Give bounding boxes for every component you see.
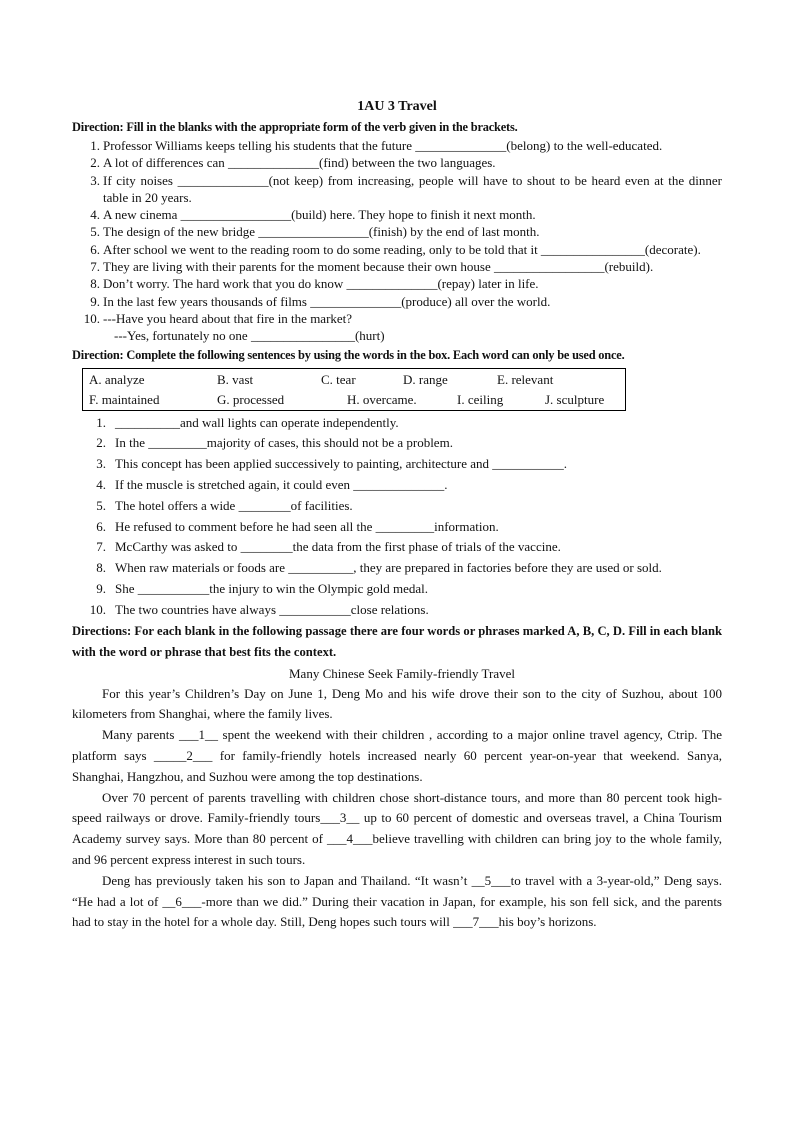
list-item xyxy=(72,600,722,621)
word-box-row xyxy=(89,370,625,390)
section2-direction: Direction: Complete the following sentences by using the words in the box. Each word can only be used once. xyxy=(72,347,625,362)
list-item xyxy=(72,537,722,558)
item-text: When raw materials or foods are __________, they are prepared in factories before they are used or sold. xyxy=(115,560,662,576)
list-item xyxy=(72,293,722,310)
list-item xyxy=(72,454,722,475)
item-number: 8. xyxy=(96,560,106,576)
item-text: After school we went to the reading room to do some reading, only to be told that it ________________(decorate). xyxy=(103,241,701,257)
list-item xyxy=(72,327,722,344)
list-item xyxy=(72,258,722,275)
item-text: The hotel offers a wide ________of facilities. xyxy=(115,497,353,513)
worksheet-title: 1AU 3 Travel xyxy=(357,99,437,114)
word-option: D. range xyxy=(403,371,448,387)
item-number: 4. xyxy=(96,476,106,492)
list-item xyxy=(72,413,722,434)
section2-items xyxy=(72,413,722,621)
word-option: C. tear xyxy=(321,371,356,387)
word-option: F. maintained xyxy=(89,391,160,407)
item-text: In the last few years thousands of films ______________(produce) all over the world. xyxy=(103,293,551,309)
item-text: The two countries have always ___________close relations. xyxy=(115,601,429,617)
item-text: If city noises ______________(not keep) from increasing, people will have to shout to be heard even at the dinner table in 20 years. xyxy=(103,172,722,205)
worksheet-page xyxy=(72,97,722,933)
item-number xyxy=(72,327,102,344)
word-option: H. overcame. xyxy=(347,391,417,407)
item-number: 3. xyxy=(96,456,106,472)
item-number: 1. xyxy=(96,414,106,430)
list-item xyxy=(72,517,722,538)
list-item xyxy=(72,433,722,454)
word-box-row xyxy=(89,390,625,410)
item-text: He refused to comment before he had seen all the _________information. xyxy=(115,518,499,534)
word-option: J. sculpture xyxy=(545,391,605,407)
item-number: 1. xyxy=(90,138,100,153)
item-number: 5. xyxy=(90,224,100,240)
item-text: If the muscle is stretched again, it could even ______________. xyxy=(115,476,448,492)
item-text: In the _________majority of cases, this should not be a problem. xyxy=(115,435,453,451)
item-number: 10. xyxy=(89,601,106,617)
item-number: 4. xyxy=(90,207,100,223)
item-number: 9. xyxy=(90,293,100,309)
item-number: 7. xyxy=(90,259,100,275)
item-text: Don’t worry. The hard work that you do know ______________(repay) later in life. xyxy=(103,276,539,292)
item-text: A lot of differences can ______________(find) between the two languages. xyxy=(103,155,496,171)
item-number: 8. xyxy=(90,276,100,292)
passage-paragraph: For this year’s Children’s Day on June 1, Deng Mo and his wife drove their son to the city of Suzhou, about 100 kilometers from Shanghai, where the family lives. xyxy=(72,685,722,722)
item-number: 3. xyxy=(90,172,100,188)
passage-title: Many Chinese Seek Family-friendly Travel xyxy=(288,665,516,681)
list-item xyxy=(72,223,722,240)
word-option: G. processed xyxy=(217,391,285,407)
list-item xyxy=(72,172,722,207)
item-number: 9. xyxy=(96,580,106,596)
word-option: E. relevant xyxy=(497,371,554,387)
item-text: __________and wall lights can operate independently. xyxy=(115,414,399,430)
item-text: She ___________the injury to win the Olympic gold medal. xyxy=(115,580,429,596)
list-item xyxy=(72,154,722,171)
item-number: 2. xyxy=(96,435,106,451)
item-text: McCarthy was asked to ________the data from the first phase of trials of the vaccine. xyxy=(115,539,561,555)
item-text: This concept has been applied successively to painting, architecture and ___________. xyxy=(115,456,567,472)
item-number: 10. xyxy=(83,310,100,326)
word-option: B. vast xyxy=(217,371,254,387)
item-number: 6. xyxy=(96,518,106,534)
item-text: The design of the new bridge _________________(finish) by the end of last month. xyxy=(103,224,540,240)
list-item xyxy=(72,241,722,258)
section1-direction: Direction: Fill in the blanks with the appropriate form of the verb given in the brackets. xyxy=(72,120,518,134)
list-item xyxy=(72,310,722,327)
item-text: ---Have you heard about that fire in the market? xyxy=(103,310,353,326)
list-item xyxy=(72,496,722,517)
word-box xyxy=(82,368,626,411)
list-item xyxy=(72,558,722,579)
item-text: Professor Williams keeps telling his students that the future ______________(belong) to the well-educated. xyxy=(103,138,663,153)
passage-paragraph: Deng has previously taken his son to Japan and Thailand. “It wasn’t __5___to travel with a 3-year-old,” Deng says. “He had a lot of __6___-more than we did.” During their vacation in Japan, for example, his son fell sick, and the parents had to stay in the hotel for a whole day. Still, Deng hopes such tours will ___7___his boy’s horizons. xyxy=(72,872,722,930)
item-text: A new cinema _________________(build) here. They hope to finish it next month. xyxy=(103,207,536,223)
list-item xyxy=(72,579,722,600)
item-number: 7. xyxy=(96,539,106,555)
word-option: A. analyze xyxy=(89,371,145,387)
item-text: ---Yes, fortunately no one ________________(hurt) xyxy=(114,328,385,344)
item-text: They are living with their parents for the moment because their own house _________________(rebuild). xyxy=(103,259,654,275)
passage-paragraph: Many parents ___1__ spent the weekend with their children , according to a major online travel agency, Ctrip. The platform says _____2___ for family-friendly hotels increased nearly 60 percent year-on-year that weekend. Sanya, Shanghai, Hangzhou, and Suzhou were among the top destinations. xyxy=(72,727,722,784)
item-number: 5. xyxy=(96,497,106,513)
word-option: I. ceiling xyxy=(457,391,504,407)
passage-paragraph: Over 70 percent of parents travelling with children chose short-distance tours, and more than 80 percent took high-speed railways or drove. Family-friendly tours___3__ up to 60 percent of domestic and overseas travel, a China Tourism Academy survey says. More than 80 percent of ___4___believe travelling with children can bring joy to the whole family, and 96 percent express interest in such tours. xyxy=(72,789,722,867)
section3-direction: Directions: For each blank in the following passage there are four words or phrases marked A, B, C, D. Fill in each blank with the word or phrase that best fits the context. xyxy=(72,623,722,659)
list-item xyxy=(72,137,722,154)
list-item xyxy=(72,275,722,292)
list-item xyxy=(72,475,722,496)
item-number: 2. xyxy=(90,155,100,171)
section1-items xyxy=(72,137,722,345)
item-number: 6. xyxy=(90,241,100,257)
list-item xyxy=(72,206,722,223)
